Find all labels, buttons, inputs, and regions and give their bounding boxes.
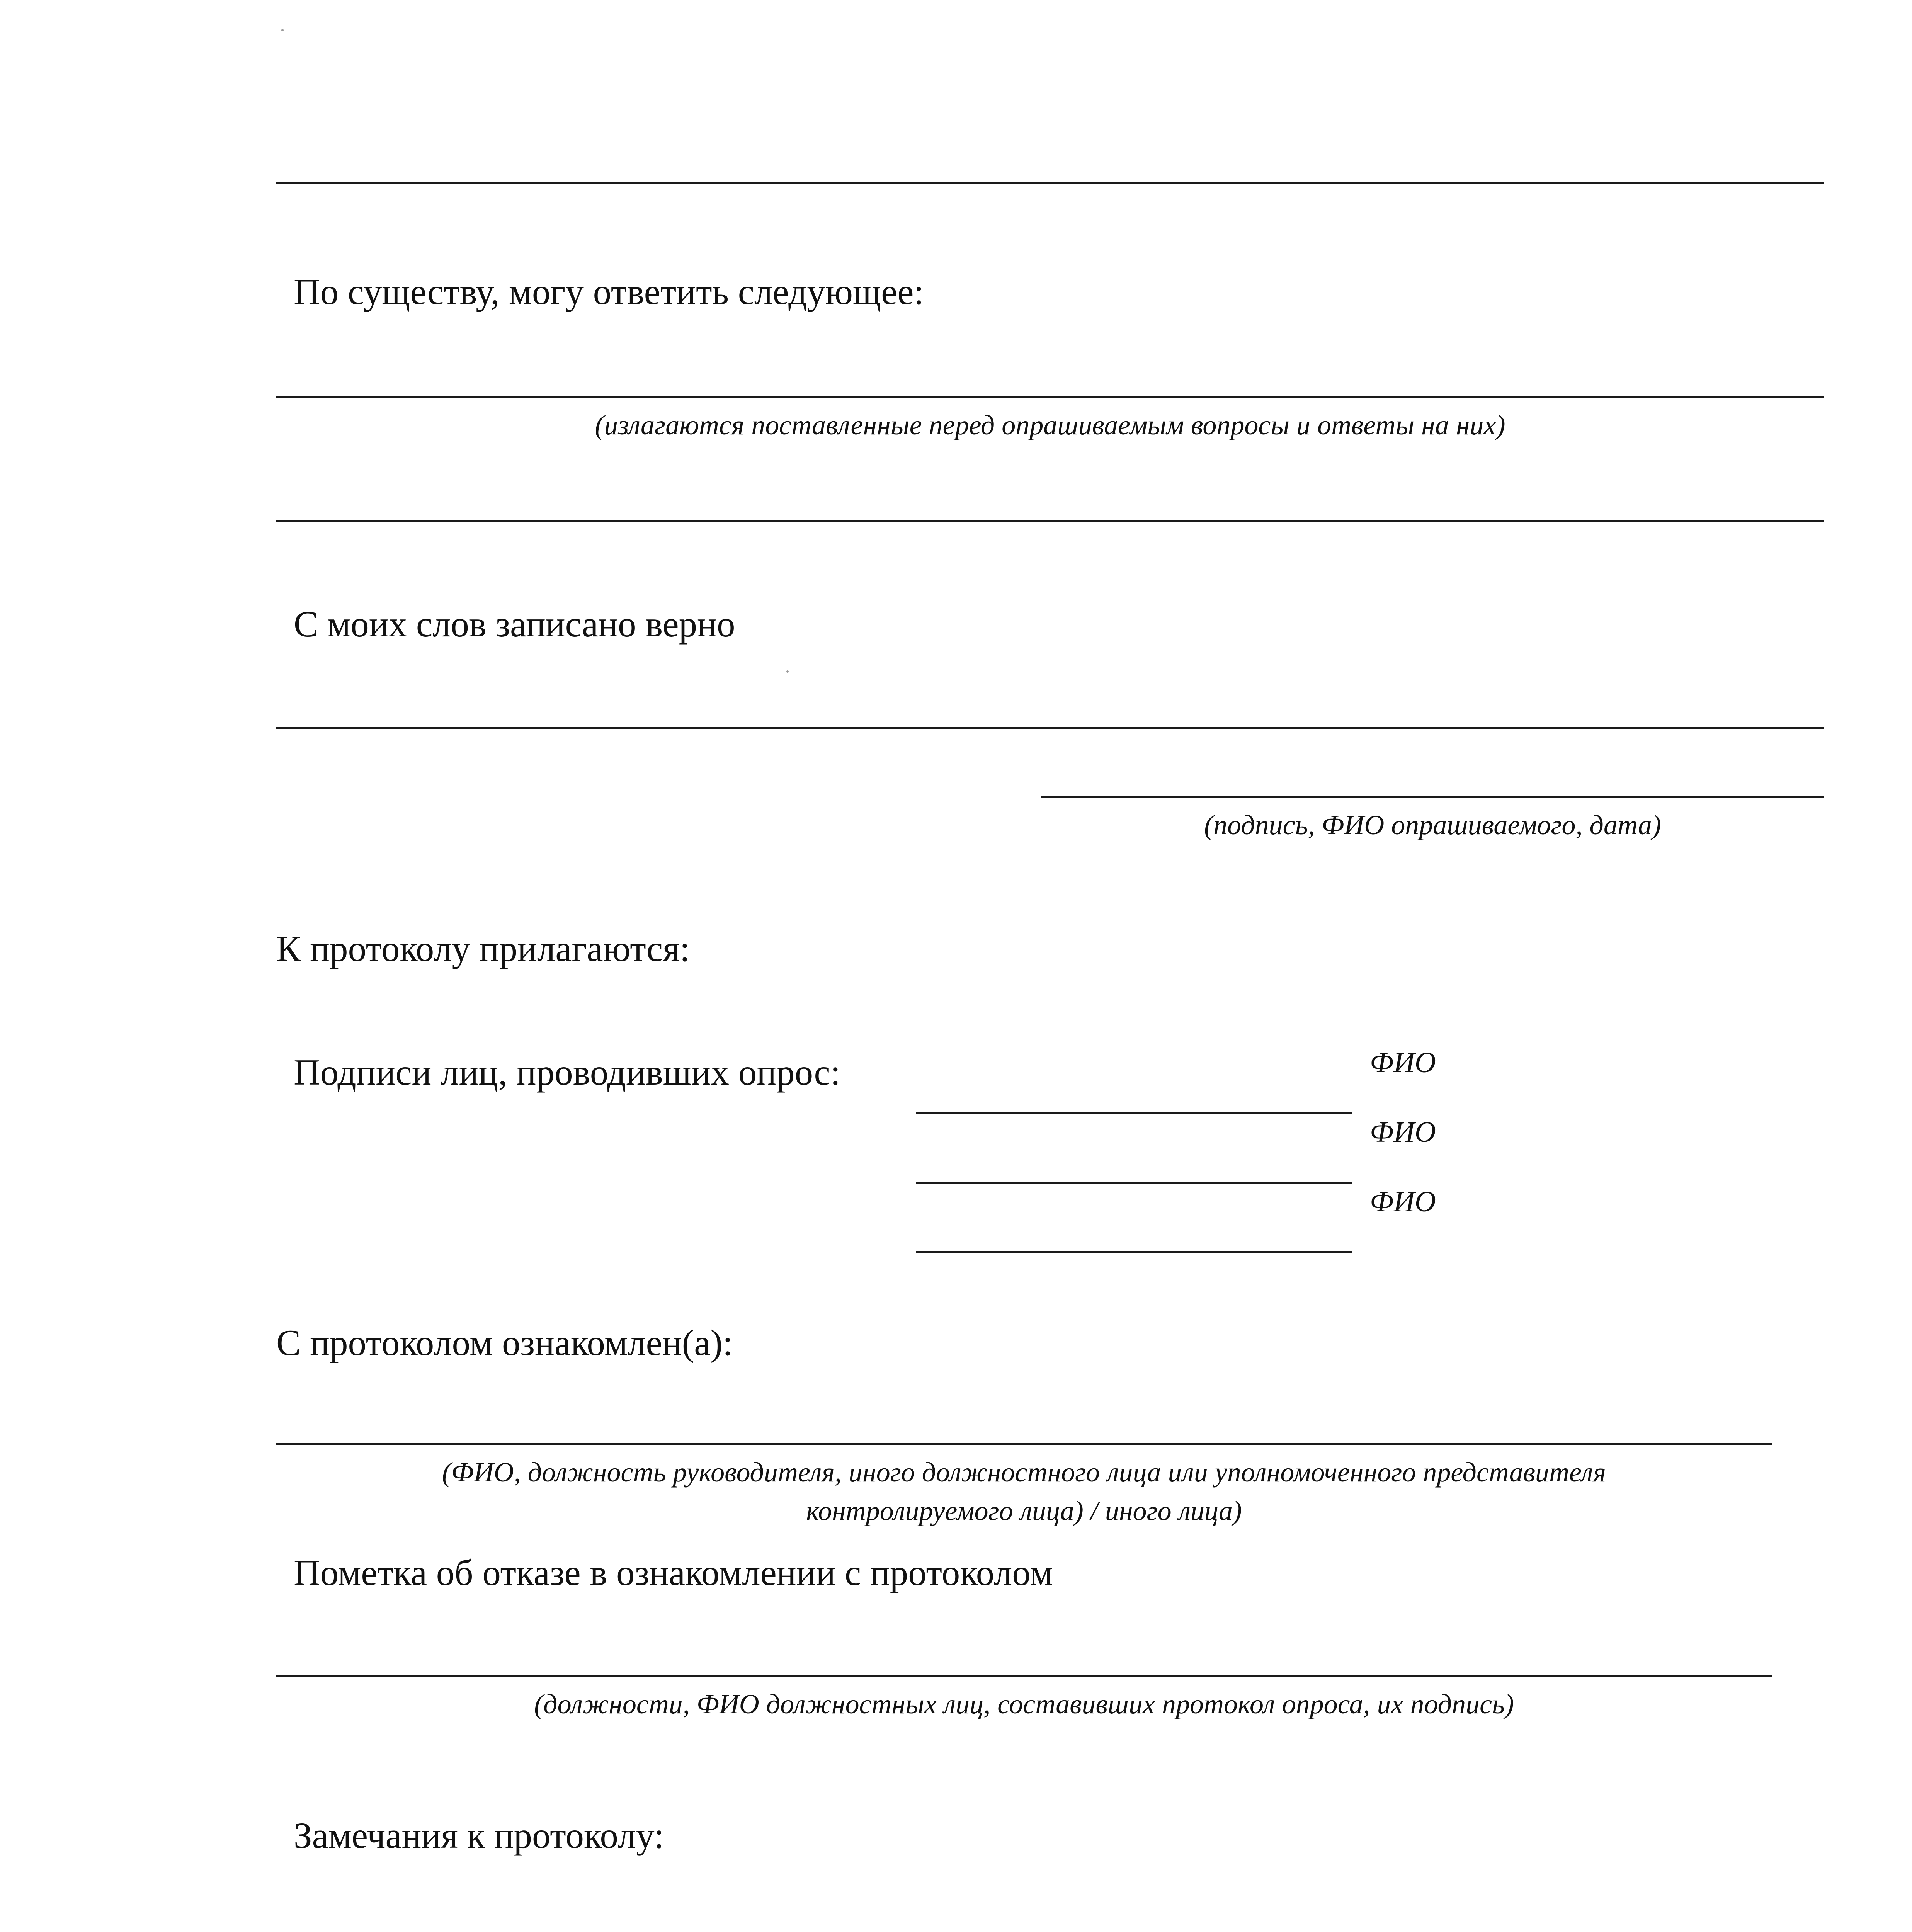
respondent-signature-hint: (подпись, ФИО опрашиваемого, дата) xyxy=(1204,810,1661,840)
fio-label-3: ФИО xyxy=(1370,1185,1436,1218)
essence-label: По существу, могу ответить следующее: xyxy=(294,271,924,312)
acquainted-hint-line-2: контролируемого лица) / иного лица) xyxy=(806,1495,1242,1526)
recorded-line[interactable] xyxy=(276,727,1824,729)
essence-answer-line[interactable] xyxy=(276,396,1824,398)
refusal-hint: (должности, ФИО должностных лиц, составивших протокол опроса, их подпись) xyxy=(534,1689,1514,1719)
refusal-label: Пометка об отказе в ознакомлении с протоколом xyxy=(294,1552,1053,1593)
scan-speck xyxy=(786,670,789,673)
interviewers-label: Подписи лиц, проводивших опрос: xyxy=(294,1052,841,1093)
recorded-label: С моих слов записано верно xyxy=(294,604,735,645)
answer-line-2[interactable] xyxy=(276,520,1824,522)
interviewer-signature-line-2[interactable] xyxy=(916,1182,1352,1184)
respondent-signature-line[interactable] xyxy=(1041,796,1824,798)
top-rule xyxy=(276,182,1824,184)
acquainted-line[interactable] xyxy=(276,1443,1772,1445)
acquainted-hint-line-1: (ФИО, должность руководителя, иного должностного лица или уполномоченного представителя xyxy=(442,1457,1606,1488)
refusal-line[interactable] xyxy=(276,1675,1772,1677)
acquainted-label: С протоколом ознакомлен(а): xyxy=(276,1322,733,1363)
scan-speck xyxy=(281,29,284,31)
fio-label-2: ФИО xyxy=(1370,1116,1436,1148)
fio-label-1: ФИО xyxy=(1370,1046,1436,1079)
interviewer-signature-line-1[interactable] xyxy=(916,1112,1352,1114)
remarks-label: Замечания к протоколу: xyxy=(294,1815,664,1856)
acquainted-hint xyxy=(276,1453,1772,1530)
attachments-label: К протоколу прилагаются: xyxy=(276,928,690,969)
interviewer-signature-line-3[interactable] xyxy=(916,1251,1352,1253)
questions-hint: (излагаются поставленные перед опрашиваемым вопросы и ответы на них) xyxy=(595,410,1505,440)
